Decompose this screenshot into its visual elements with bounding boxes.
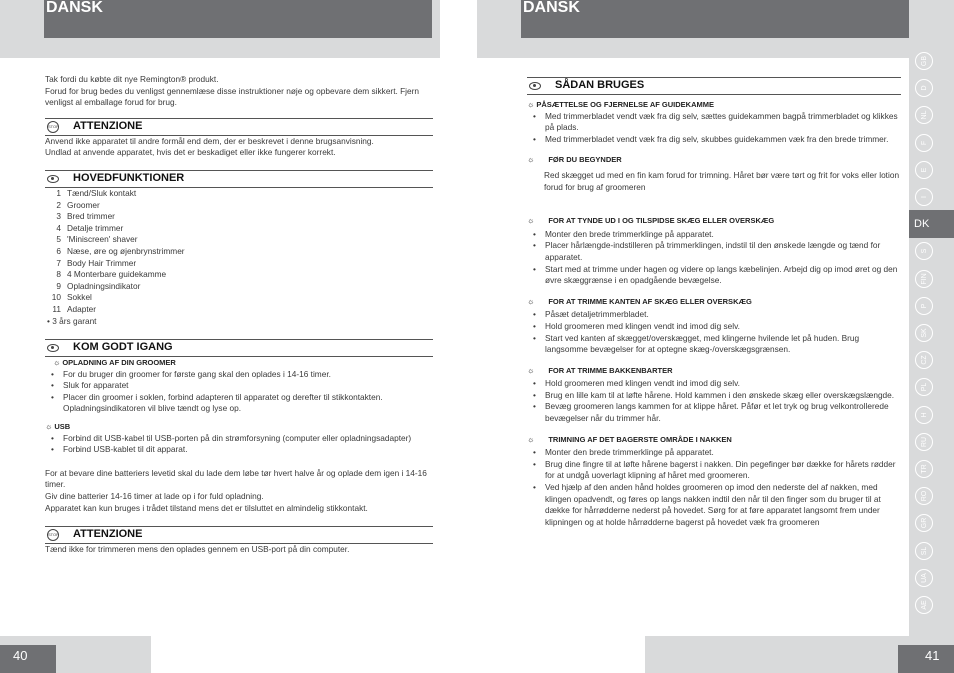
instruction-step: • Med trimmerbladet vendt væk fra dig selv, skubbes guidekammen væk fra den brede trimmer. bbox=[527, 134, 901, 146]
language-tab-h[interactable]: H bbox=[915, 406, 933, 424]
sun-icon: ☼ bbox=[527, 296, 535, 306]
attenzione-line: Tænd ikke for trimmeren mens den oplades gennem en USB-port på din computer. bbox=[45, 544, 350, 555]
sub-heading bbox=[527, 434, 901, 446]
feature-item bbox=[45, 258, 433, 270]
battery-paragraph: Giv dine batterier 14-16 timer at lade op i for fuld opladning. bbox=[45, 491, 264, 502]
feature-label: Bred trimmer bbox=[67, 211, 115, 222]
hovedfunktioner-header bbox=[45, 170, 433, 188]
feature-number: 1 bbox=[56, 187, 61, 198]
feature-item bbox=[45, 200, 433, 212]
instruction-step: • Hold groomeren med klingen vendt ind imod dig selv. bbox=[527, 378, 901, 390]
attenzione-title-2: ATTENZIONE bbox=[73, 528, 143, 541]
sun-icon: ☼ bbox=[53, 358, 61, 368]
sub-heading-text: FØR DU BEGYNDER bbox=[548, 155, 622, 165]
feature-label: Body Hair Trimmer bbox=[67, 257, 137, 268]
guide-comb-list bbox=[527, 111, 901, 146]
sun-icon: ☼ bbox=[527, 434, 535, 444]
language-tab-e[interactable]: E bbox=[915, 161, 933, 179]
feature-number: 10 bbox=[51, 292, 61, 303]
usb-step: • Forbind dit USB-kabel til USB-porten på din strømforsyning (computer eller opladningsadapter) bbox=[45, 433, 433, 445]
attenzione-title-1: ATTENZIONE bbox=[73, 119, 143, 132]
sub-heading bbox=[527, 365, 901, 377]
language-tab-s[interactable]: S bbox=[915, 242, 933, 260]
usb-list bbox=[45, 433, 433, 456]
instruction-step: • Brug en lille kam til at løfte hårene. Hold kammen i den ønskede skæg eller overskægslængde. bbox=[527, 390, 901, 402]
feature-label: 'Miniscreen' shaver bbox=[67, 234, 138, 245]
battery-paragraph: Apparatet kan kun bruges i trådet tilstand mens det er tilsluttet en almindelig stikkontakt. bbox=[45, 502, 368, 513]
stop-icon: STOP bbox=[47, 529, 59, 541]
language-tab-i[interactable]: I bbox=[915, 188, 933, 206]
instruction-step: • Start ved kanten af skægget/overskægget, med klingerne hvilende let på huden. Brug langsomme bevægelser for at optegne skæg-/overskægsgrænsen. bbox=[527, 333, 901, 356]
sub-heading-text: FOR AT TRIMME KANTEN AF SKÆG ELLER OVERSKÆG bbox=[548, 296, 752, 306]
feature-item bbox=[45, 188, 433, 200]
charging-list bbox=[45, 369, 433, 415]
sub-heading bbox=[527, 99, 901, 111]
sub-heading bbox=[527, 154, 901, 166]
sub-heading-text: TRIMNING AF DET BAGERSTE OMRÅDE I NAKKEN bbox=[548, 434, 732, 444]
feature-item bbox=[45, 292, 433, 304]
language-tab-gb[interactable]: GB bbox=[915, 52, 933, 70]
language-tab-f[interactable]: F bbox=[915, 134, 933, 152]
sub-heading-usb bbox=[45, 421, 433, 433]
feature-label: Sokkel bbox=[67, 292, 92, 303]
language-tab-ua[interactable]: UA bbox=[915, 569, 933, 587]
hovedfunktioner-title: HOVEDFUNKTIONER bbox=[73, 172, 185, 185]
left-page-number: 40 bbox=[0, 645, 56, 673]
sadan-bruges-header bbox=[527, 77, 901, 95]
feature-item bbox=[45, 211, 433, 223]
sun-icon: ☼ bbox=[527, 100, 535, 109]
stop-icon: STOP bbox=[47, 121, 59, 133]
attenzione-line: Anvend ikke apparatet til andre formål end dem, der er beskrevet i denne brugsanvisning. bbox=[45, 135, 374, 146]
language-tab-ro[interactable]: RO bbox=[915, 487, 933, 505]
kom-godt-igang-header bbox=[45, 339, 433, 357]
language-tab-ru[interactable]: RU bbox=[915, 433, 933, 451]
intro-line-2: Forud for brug bedes du venligst gennemlæse disse instruktioner nøje og opbevare dem sikkert. Fjern venligst al emballage forud for brug. bbox=[45, 85, 420, 108]
sub-heading bbox=[527, 215, 901, 227]
intro-line-1: Tak fordi du købte dit nye Remington® produkt. bbox=[45, 74, 219, 84]
instruction-step: • Monter den brede trimmerklinge på apparatet. bbox=[527, 229, 901, 241]
sun-icon: ☼ bbox=[45, 422, 53, 432]
eye-icon bbox=[47, 344, 59, 352]
right-column bbox=[527, 68, 901, 528]
feature-item bbox=[45, 281, 433, 293]
language-tab-dk[interactable]: DK bbox=[909, 210, 954, 238]
instruction-step: • Hold groomeren med klingen vendt ind imod dig selv. bbox=[527, 321, 901, 333]
feature-number: 3 bbox=[56, 211, 61, 222]
feature-item bbox=[45, 269, 433, 281]
attenzione-header-2 bbox=[45, 526, 433, 544]
feature-label: Adapter bbox=[67, 303, 97, 314]
eye-icon bbox=[47, 175, 59, 183]
left-column bbox=[45, 74, 433, 556]
sadan-bruges-title: SÅDAN BRUGES bbox=[555, 79, 645, 92]
feature-number: 6 bbox=[56, 245, 61, 256]
language-tab-pl[interactable]: PL bbox=[915, 378, 933, 396]
language-tab-tr[interactable]: TR bbox=[915, 460, 933, 478]
sub-heading bbox=[527, 296, 901, 308]
feature-list bbox=[45, 188, 433, 316]
warranty-note: • 3 års garant bbox=[47, 315, 97, 326]
sub-heading-text: FOR AT TYNDE UD I OG TILSPIDSE SKÆG ELLER OVERSKÆG bbox=[548, 216, 775, 226]
feature-item bbox=[45, 246, 433, 258]
usb-step: • Forbind USB-kablet til dit apparat. bbox=[45, 444, 433, 456]
instruction-step: • Start med at trimme under hagen og videre op langs kæbelinjen. Arbejd dig op imod øret og den øvre skæggrænse i en opadgående bevægelse. bbox=[527, 264, 901, 287]
sun-icon: ☼ bbox=[527, 365, 535, 375]
feature-label: Opladningsindikator bbox=[67, 280, 141, 291]
feature-number: 4 bbox=[56, 222, 61, 233]
sub-heading-text: FOR AT TRIMME BAKKENBARTER bbox=[548, 365, 673, 375]
feature-item bbox=[45, 223, 433, 235]
sideburns-list bbox=[527, 378, 901, 424]
charging-step: • For du bruger din groomer for første gang skal den oplades i 14-16 timer. bbox=[45, 369, 433, 381]
feature-number: 8 bbox=[56, 269, 61, 280]
language-tabs bbox=[909, 44, 954, 636]
feature-label: Groomer bbox=[67, 199, 100, 210]
charging-step: • Sluk for apparatet bbox=[45, 380, 433, 392]
language-tab-sk[interactable]: SK bbox=[915, 324, 933, 342]
instruction-step: • Monter den brede trimmerklinge på apparatet. bbox=[527, 447, 901, 459]
feature-number: 2 bbox=[56, 199, 61, 210]
attenzione-line: Undlad at anvende apparatet, hvis det er beskadiget eller ikke fungerer korrekt. bbox=[45, 147, 336, 158]
feature-number: 9 bbox=[56, 280, 61, 291]
attenzione-header-1 bbox=[45, 118, 433, 136]
sub-heading-text: USB bbox=[54, 422, 71, 432]
feature-number: 11 bbox=[52, 303, 61, 314]
instruction-step: • Placer hårlængde-indstilleren på trimmerklingen, indstil til den ønskede længde og tænd for apparatet. bbox=[527, 240, 901, 263]
charging-step: • Placer din groomer i soklen, forbind adapteren til apparatet og derefter til stikkontakten. Opladningsindikatoren vil blive tændt og lyse op. bbox=[45, 392, 433, 415]
left-page-title: DANSK bbox=[44, 0, 432, 38]
feature-item bbox=[45, 234, 433, 246]
feature-number: 5 bbox=[56, 234, 61, 245]
sub-heading-text: OPLADNING AF DIN GROOMER bbox=[62, 358, 176, 368]
instruction-step: • Påsæt detaljetrimmerbladet. bbox=[527, 309, 901, 321]
before-start-text: Red skægget ud med en fin kam forud for trimning. Håret bør være tørt og frit for voks eller lotion forud for brug af groomeren bbox=[544, 169, 900, 192]
feature-item bbox=[45, 304, 433, 316]
instruction-step: • Med trimmerbladet vendt væk fra dig selv, sættes guidekammen bagpå trimmerbladet og klikkes på plads. bbox=[527, 111, 901, 134]
right-page-title: DANSK bbox=[521, 0, 909, 38]
language-tab-ae[interactable]: AE bbox=[915, 596, 933, 614]
feature-label: Detalje trimmer bbox=[67, 222, 124, 233]
sun-icon: ☼ bbox=[527, 155, 535, 165]
language-tab-fin[interactable]: FIN bbox=[915, 270, 933, 288]
language-tab-cz[interactable]: CZ bbox=[915, 351, 933, 369]
feature-number: 7 bbox=[56, 257, 61, 268]
language-tab-sl[interactable]: SL bbox=[915, 542, 933, 560]
language-tab-p[interactable]: P bbox=[915, 297, 933, 315]
feature-label: 4 Monterbare guidekamme bbox=[67, 269, 167, 280]
instruction-step: • Brug dine fingre til at løfte hårene bagerst i nakken. Din pegefinger bør dække for hårets rødder for at undgå uoverlagt klipning af håret med groomeren. bbox=[527, 459, 901, 482]
sub-heading-opladning bbox=[45, 357, 433, 369]
edge-trim-list bbox=[527, 309, 901, 355]
instruction-step: • Ved hjælp af den anden hånd holdes groomeren op imod den nederste del af nakken, med klingen opadvendt, og føres op langs nakken indtil den når til den finger som du bruger til at dække for hårrødderne nederst på hovedet. Sørg for at føre apparatet langsomt frem under klipningen og at holde hårrødderne bagerst på hovedet væk fra groomeren bbox=[527, 482, 901, 528]
language-tab-nl[interactable]: NL bbox=[915, 106, 933, 124]
language-tab-d[interactable]: D bbox=[915, 79, 933, 97]
thin-beard-list bbox=[527, 229, 901, 287]
feature-label: Næse, øre og øjenbrynstrimmer bbox=[67, 245, 185, 256]
right-page-number: 41 bbox=[898, 645, 954, 673]
instruction-step: • Bevæg groomeren langs kammen for at klippe håret. Påfør et let tryk og brug velkontrollerede bevægelser når du trimmer hår. bbox=[527, 401, 901, 424]
sun-icon: ☼ bbox=[527, 216, 535, 226]
sub-heading-text: PÅSÆTTELSE OG FJERNELSE AF GUIDEKAMME bbox=[536, 100, 714, 109]
language-tab-gr[interactable]: GR bbox=[915, 514, 933, 532]
kom-godt-igang-title: KOM GODT IGANG bbox=[73, 341, 173, 354]
feature-label: Tænd/Sluk kontakt bbox=[67, 187, 137, 198]
eye-icon bbox=[529, 82, 541, 90]
neck-trim-list bbox=[527, 447, 901, 528]
battery-paragraph: For at bevare dine batteriers levetid skal du lade dem løbe tør hvert halve år og oplade dem igen i 14-16 timer. bbox=[45, 467, 427, 490]
